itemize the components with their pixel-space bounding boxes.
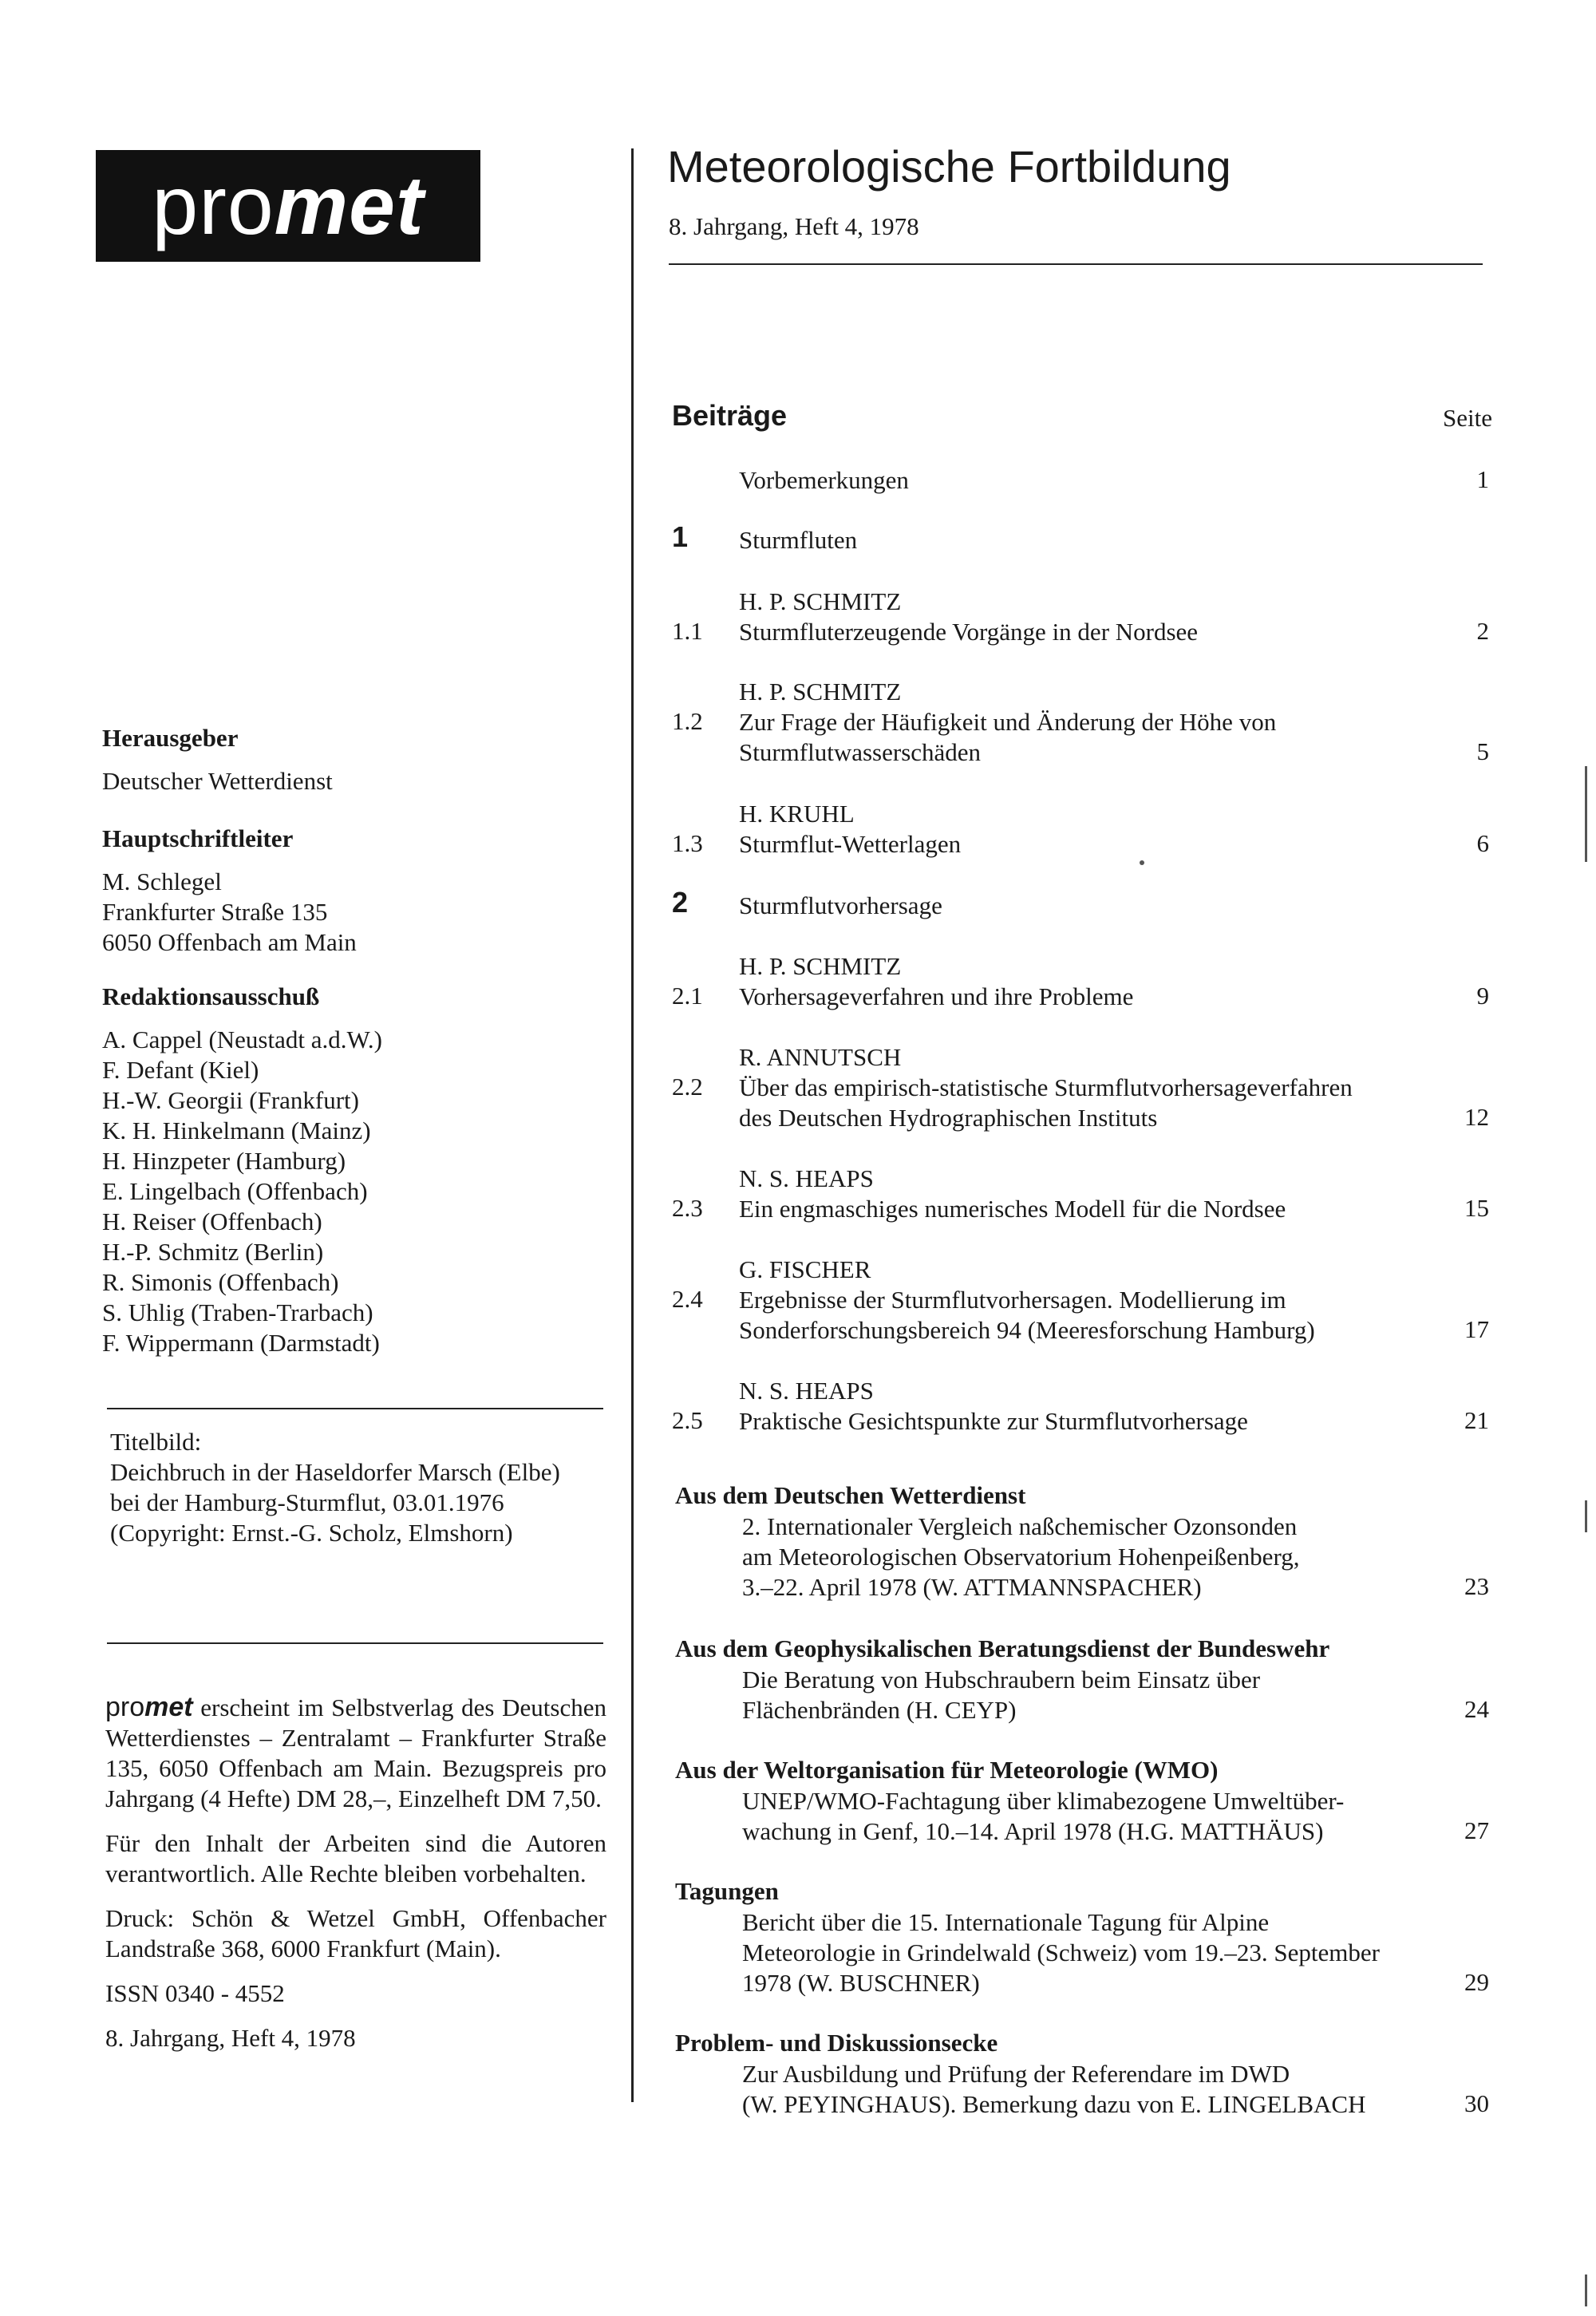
page-column-label: Seite [1443, 404, 1492, 432]
toc-entry-number: 1.1 [672, 617, 703, 645]
cover-line: (Copyright: Ernst.-G. Scholz, Elmshorn) [110, 1519, 513, 1547]
toc-department-heading: Aus dem Deutschen Wetterdienst [675, 1481, 1026, 1509]
chief-editor-line: Frankfurter Straße 135 [102, 898, 328, 926]
toc-department-line: Flächenbränden (H. CEYP) [742, 1696, 1017, 1724]
publisher-name: Deutscher Wetterdienst [102, 767, 333, 795]
toc-entry-number: 2.4 [672, 1285, 703, 1313]
cover-label: Titelbild: [110, 1428, 202, 1456]
toc-department-line: 2. Internationaler Vergleich naßchemischer Ozonsonden [742, 1512, 1298, 1540]
committee-member: K. H. Hinkelmann (Mainz) [102, 1117, 371, 1144]
toc-department-line: Meteorologie in Grindelwald (Schweiz) vom 19.–23. September [742, 1939, 1380, 1966]
toc-entry-number: 2.3 [672, 1194, 703, 1222]
issue-footer: 8. Jahrgang, Heft 4, 1978 [105, 2024, 356, 2052]
committee-member: E. Lingelbach (Offenbach) [102, 1177, 368, 1205]
toc-entry-title: Ein engmaschiges numerisches Modell für die Nordsee [739, 1195, 1286, 1223]
chief-editor-line: M. Schlegel [102, 868, 222, 895]
toc-department-entry [742, 1512, 1444, 1603]
toc-entry [739, 799, 1441, 860]
toc-entry-author: N. S. HEAPS [739, 1377, 874, 1405]
toc-entry-author: R. ANNUTSCH [739, 1043, 902, 1071]
promet-inline-light: pro [105, 1692, 145, 1722]
logo-bold-part: met [274, 159, 425, 252]
toc-entry-author: H. P. SCHMITZ [739, 587, 902, 615]
toc-department-line: Zur Ausbildung und Prüfung der Referendare im DWD [742, 2060, 1290, 2088]
chief-editor-heading: Hauptschriftleiter [102, 824, 294, 852]
toc-entry-title: Vorbemerkungen [739, 466, 909, 494]
toc-department-page: 30 [1464, 2089, 1489, 2117]
toc-entry-page: 9 [1476, 982, 1489, 1010]
rights-paragraph: Für den Inhalt der Arbeiten sind die Autoren verantwortlich. Alle Rechte bleiben vorbehalten. [105, 1829, 606, 1887]
publication-text: erscheint im Selbstverlag des Deutschen Wetterdienstes – Zentralamt – Frankfurter Straße 135, 6050 Offenbach am Main. Bezugspreis pro Jahrgang (4 Hefte) DM 28,–, Einzelheft DM 7,50. [105, 1694, 606, 1812]
chief-editor-line: 6050 Offenbach am Main [102, 928, 357, 956]
toc-entry-title: Ergebnisse der Sturmflutvorhersagen. Modellierung im [739, 1286, 1286, 1314]
toc-department-entry [742, 1665, 1444, 1725]
printer-paragraph: Druck: Schön & Wetzel GmbH, Offenbacher Landstraße 368, 6000 Frankfurt (Main). [105, 1904, 606, 1962]
toc-entry-title: Sturmflut-Wetterlagen [739, 830, 962, 858]
committee-member: H. Reiser (Offenbach) [102, 1207, 322, 1235]
committee-member: R. Simonis (Offenbach) [102, 1268, 339, 1296]
toc-entry [739, 1042, 1441, 1133]
divider-rule [107, 1642, 603, 1644]
toc-entry-title: Über das empirisch-statistische Sturmflutvorhersageverfahren [739, 1073, 1353, 1101]
committee-member: H. Hinzpeter (Hamburg) [102, 1147, 346, 1175]
toc-entry-title: des Deutschen Hydrographischen Instituts [739, 1104, 1158, 1132]
issn: ISSN 0340 - 4552 [105, 1979, 285, 2007]
toc-department-line: Die Beratung von Hubschraubern beim Einsatz über [742, 1666, 1261, 1694]
toc-entry-page: 12 [1464, 1103, 1489, 1131]
toc-entry-page: 2 [1476, 617, 1489, 645]
toc-entry-number: 1.3 [672, 829, 703, 857]
scan-artifact [1140, 860, 1144, 865]
toc-department-page: 27 [1464, 1816, 1489, 1844]
toc-entry-number: 2.2 [672, 1073, 703, 1101]
scan-artifact [1585, 766, 1587, 862]
column-divider [631, 148, 634, 2102]
toc-department-line: UNEP/WMO-Fachtagung über klimabezogene Umweltüber- [742, 1787, 1345, 1815]
divider-rule [107, 1408, 603, 1409]
publisher-heading: Herausgeber [102, 724, 239, 752]
toc-entry [739, 587, 1441, 647]
toc-entry [739, 677, 1441, 768]
cover-line: bei der Hamburg-Sturmflut, 03.01.1976 [110, 1488, 504, 1516]
toc-department-page: 23 [1464, 1572, 1489, 1600]
toc-entry-page: 15 [1464, 1194, 1489, 1222]
title-rule [669, 263, 1483, 265]
toc-entry-title: Sturmflutwasserschäden [739, 738, 982, 766]
committee-member: H.-W. Georgii (Frankfurt) [102, 1086, 359, 1114]
toc-section-title: Sturmfluten [739, 526, 858, 554]
toc-entry-page: 6 [1476, 829, 1489, 857]
toc-entry-title: Praktische Gesichtspunkte zur Sturmflutvorhersage [739, 1407, 1248, 1435]
committee-heading: Redaktionsausschuß [102, 982, 320, 1010]
scan-artifact [1585, 1500, 1587, 1532]
toc-department-line: (W. PEYINGHAUS). Bemerkung dazu von E. LINGELBACH [742, 2090, 1366, 2118]
toc-department-line: 3.–22. April 1978 (W. ATTMANNSPACHER) [742, 1573, 1202, 1601]
toc-entry-page: 21 [1464, 1406, 1489, 1434]
toc-entry-page: 5 [1476, 737, 1489, 765]
toc-entry [739, 1164, 1441, 1224]
toc-department-heading: Problem- und Diskussionsecke [675, 2029, 998, 2057]
logo-light-part: pro [152, 159, 275, 252]
toc-entry-title: Zur Frage der Häufigkeit und Änderung der Höhe von [739, 708, 1277, 736]
toc-section-number: 2 [672, 886, 689, 919]
toc-entry-number: 2.1 [672, 982, 703, 1010]
toc-entry-author: H. KRUHL [739, 800, 855, 828]
toc-department-heading: Aus der Weltorganisation für Meteorologie (WMO) [675, 1756, 1219, 1784]
toc-entry-page: 17 [1464, 1315, 1489, 1343]
committee-member: A. Cappel (Neustadt a.d.W.) [102, 1026, 382, 1053]
promet-inline-bold: met [144, 1692, 193, 1722]
contributions-heading: Beiträge [672, 399, 788, 432]
toc-entry [739, 1255, 1441, 1346]
toc-entry-author: G. FISCHER [739, 1255, 871, 1283]
publication-info [105, 1692, 606, 2068]
toc-entry-author: H. P. SCHMITZ [739, 952, 902, 980]
masthead [102, 723, 613, 1358]
promet-logo [96, 150, 480, 262]
scan-artifact [1585, 2275, 1587, 2306]
toc-department-entry [742, 1907, 1444, 1998]
toc-entry [739, 951, 1441, 1012]
toc-department-line: 1978 (W. BUSCHNER) [742, 1969, 980, 1997]
journal-title: Meteorologische Fortbildung [667, 141, 1231, 192]
issue-line: 8. Jahrgang, Heft 4, 1978 [669, 212, 919, 240]
committee-member: F. Defant (Kiel) [102, 1056, 259, 1084]
toc-entry-author: H. P. SCHMITZ [739, 678, 902, 705]
cover-caption [110, 1427, 621, 1548]
toc-department-entry [742, 1786, 1444, 1847]
toc-department-page: 29 [1464, 1968, 1489, 1996]
promet-inline-logo [105, 1692, 193, 1722]
toc-entry-author: N. S. HEAPS [739, 1164, 874, 1192]
toc-entry-title: Sturmfluterzeugende Vorgänge in der Nordsee [739, 618, 1199, 646]
cover-line: Deichbruch in der Haseldorfer Marsch (Elbe) [110, 1458, 560, 1486]
publication-paragraph [105, 1692, 606, 1814]
toc-department-line: am Meteorologischen Observatorium Hohenpeißenberg, [742, 1543, 1300, 1571]
toc-entry-title: Sonderforschungsbereich 94 (Meeresforschung Hamburg) [739, 1316, 1315, 1344]
committee-member: F. Wippermann (Darmstadt) [102, 1329, 380, 1357]
toc-entry-page: 1 [1476, 465, 1489, 493]
toc-section-title: Sturmflutvorhersage [739, 891, 942, 919]
toc-department-line: Bericht über die 15. Internationale Tagung für Alpine [742, 1908, 1270, 1936]
toc-department-heading: Aus dem Geophysikalischen Beratungsdienst der Bundeswehr [675, 1634, 1330, 1662]
toc-department-page: 24 [1464, 1695, 1489, 1723]
toc-entry-number: 2.5 [672, 1406, 703, 1434]
toc-entry [739, 1376, 1441, 1437]
toc-entry-title: Vorhersageverfahren und ihre Probleme [739, 982, 1134, 1010]
toc-department-entry [742, 2059, 1444, 2120]
toc-entry-number: 1.2 [672, 707, 703, 735]
committee-member: S. Uhlig (Traben-Trarbach) [102, 1298, 373, 1326]
toc-department-line: wachung in Genf, 10.–14. April 1978 (H.G. MATTHÄUS) [742, 1817, 1324, 1845]
toc-department-heading: Tagungen [675, 1877, 779, 1905]
toc-section-number: 1 [672, 520, 689, 553]
committee-member: H.-P. Schmitz (Berlin) [102, 1238, 324, 1266]
